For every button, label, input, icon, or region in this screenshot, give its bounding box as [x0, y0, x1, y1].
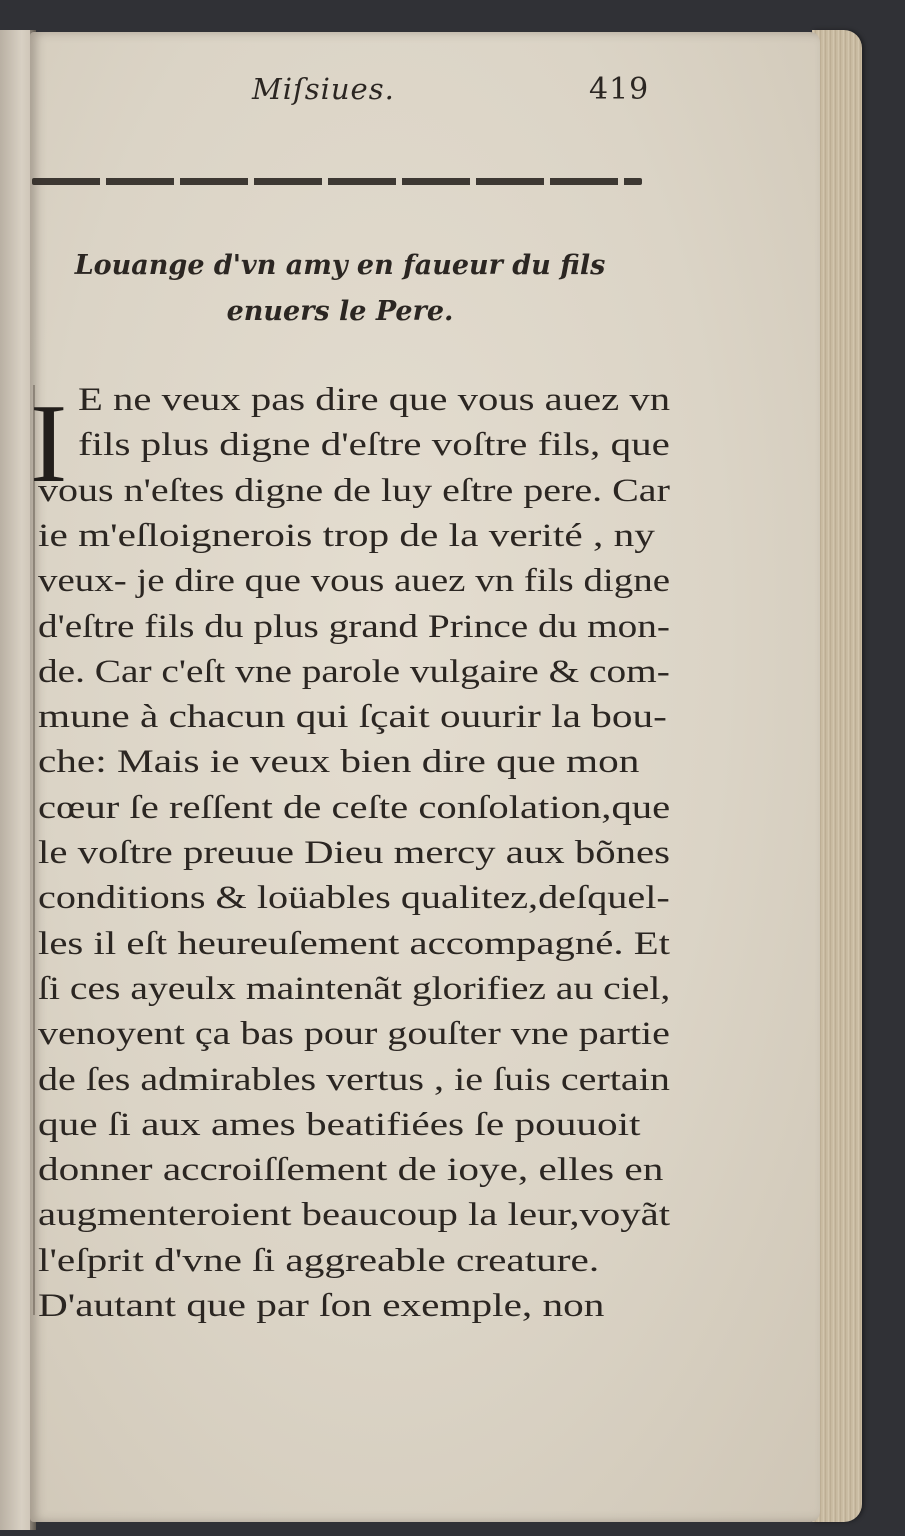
body-line: donner accroiſſement de ioye, elles en — [38, 1152, 664, 1189]
body-line: les il eſt heureuſement accompagné. Et — [38, 925, 670, 962]
body-line: de ſes admirables vertus , ie ſuis certain — [38, 1061, 670, 1098]
body-line: d'eſtre fils du plus grand Prince du mon- — [38, 608, 671, 645]
body-line: que ſi aux ames beatifiées ſe pouuoit — [38, 1106, 641, 1143]
body-line: E ne veux pas dire que vous auez vn — [78, 382, 671, 418]
body-line: fils plus digne d'eſtre voſtre fils, que — [78, 427, 670, 464]
body-line: cœur ſe reſſent de ceſte conſolation,que — [38, 789, 671, 826]
body-line: veux- je dire que vous auez vn fils digne — [38, 563, 671, 600]
body-line: D'autant que par ſon exemple, non — [38, 1288, 605, 1324]
body-line: mune à chacun qui ſçait ouurir la bou- — [38, 699, 667, 736]
body-line: de. Car c'eſt vne parole vulgaire & com- — [38, 653, 670, 690]
letter-heading-line-2: enuers le Pere. — [226, 296, 454, 327]
body-line: che: Mais ie veux bien dire que mon — [38, 744, 640, 781]
header-rule — [32, 178, 642, 185]
body-line: ie m'eſloignerois trop de la verité , ny — [38, 517, 655, 554]
letter-heading-line-1: Louange d'vn amy en faueur du fils — [74, 250, 606, 281]
margin-line — [33, 385, 35, 1315]
page-number: 419 — [589, 72, 650, 107]
running-title: Miſsiues. — [252, 72, 395, 106]
body-line: vous n'eſtes digne de luy eſtre pere. Car — [38, 472, 670, 509]
body-line: conditions & loüables qualitez,deſquel- — [38, 880, 670, 917]
body-line: ſi ces ayeulx maintenãt glorifiez au ciel, — [38, 970, 671, 1007]
body-line: venoyent ça bas pour gouſter vne partie — [38, 1016, 670, 1053]
body-line: le voſtre preuue Dieu mercy aux bõnes — [38, 835, 670, 871]
body-line: augmenteroient beaucoup la leur,voyãt — [38, 1197, 671, 1234]
body-line: l'eſprit d'vne ſi aggreable creature. — [38, 1242, 600, 1279]
drop-cap: I — [30, 382, 68, 506]
